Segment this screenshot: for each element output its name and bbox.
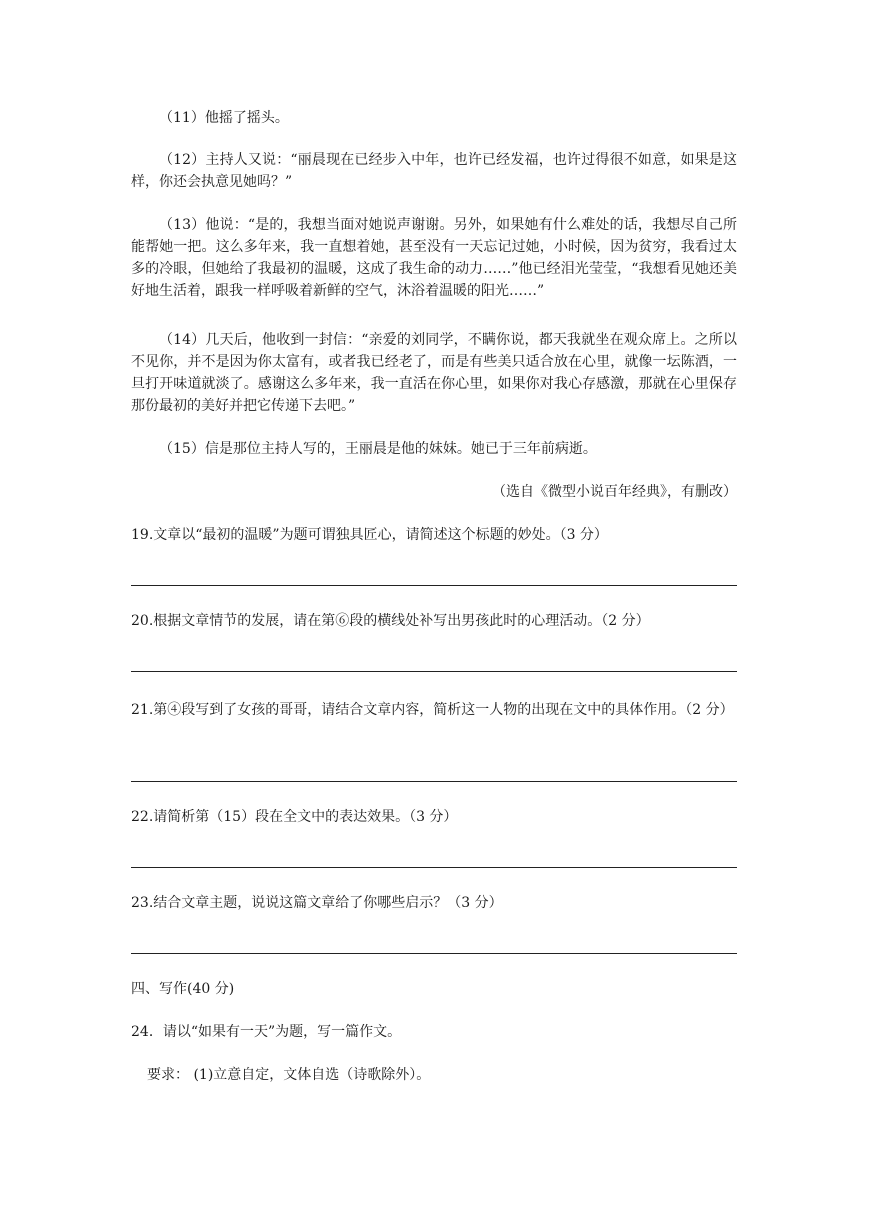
story-paragraph-12: （12）主持人又说：“丽晨现在已经步入中年，也许已经发福，也许过得很不如意，如果是这样，你还会执意见她吗？”: [131, 152, 737, 190]
question-21: 21.第④段写到了女孩的哥哥，请结合文章内容，简析这一人物的出现在文中的具体作用。（2 分）: [131, 702, 734, 718]
answer-line-23[interactable]: [131, 953, 737, 954]
story-paragraph-14: （14）几天后，他收到一封信：“亲爱的刘同学，不瞒你说，都天我就坐在观众席上。之所以不见你，并不是因为你太富有，或者我已经老了，而是有些美只适合放在心里，就像一坛陈酒，一旦打开味道就淡了。感谢这么多年来，我一直活在你心里，如果你对我心存感激，那就在心里保存那份最初的美好并把它传递下去吧。”: [131, 332, 737, 414]
question-24: 24．请以“如果有一天”为题，写一篇作文。: [131, 1024, 402, 1040]
question-20: 20.根据文章情节的发展，请在第⑥段的横线处补写出男孩此时的心理活动。（2 分）: [131, 613, 650, 629]
writing-requirement: 要求： (1)立意自定，文体自选（诗歌除外）。: [147, 1067, 431, 1083]
answer-line-20[interactable]: [131, 671, 737, 672]
story-paragraph-15: （15）信是那位主持人写的，王丽晨是他的妹妹。她已于三年前病逝。: [159, 441, 597, 457]
question-22: 22.请简析第（15）段在全文中的表达效果。（3 分）: [131, 809, 458, 825]
answer-line-21[interactable]: [131, 781, 737, 782]
question-19: 19.文章以“最初的温暖”为题可谓独具匠心，请简述这个标题的妙处。（3 分）: [131, 527, 608, 543]
writing-section-title: 四、写作(40 分): [131, 981, 235, 997]
story-paragraph-11: （11）他摇了摇头。: [159, 110, 289, 126]
story-paragraph-13: （13）他说：“是的，我想当面对她说声谢谢。另外，如果她有什么难处的话，我想尽自己所能帮她一把。这么多年来，我一直想着她，甚至没有一天忘记过她，小时候，因为贫穷，我看过太多的冷眼，但她给了我最初的温暖，这成了我生命的动力……”他已经泪光莹莹，“我想看见她还美好地生活着，跟我一样呼吸着新鲜的空气，沐浴着温暖的阳光……”: [131, 217, 737, 299]
answer-line-19[interactable]: [131, 585, 737, 586]
source-citation: （选自《微型小说百年经典》，有删改）: [492, 484, 737, 500]
question-23: 23.结合文章主题，说说这篇文章给了你哪些启示？（3 分）: [131, 895, 503, 911]
answer-line-22[interactable]: [131, 867, 737, 868]
